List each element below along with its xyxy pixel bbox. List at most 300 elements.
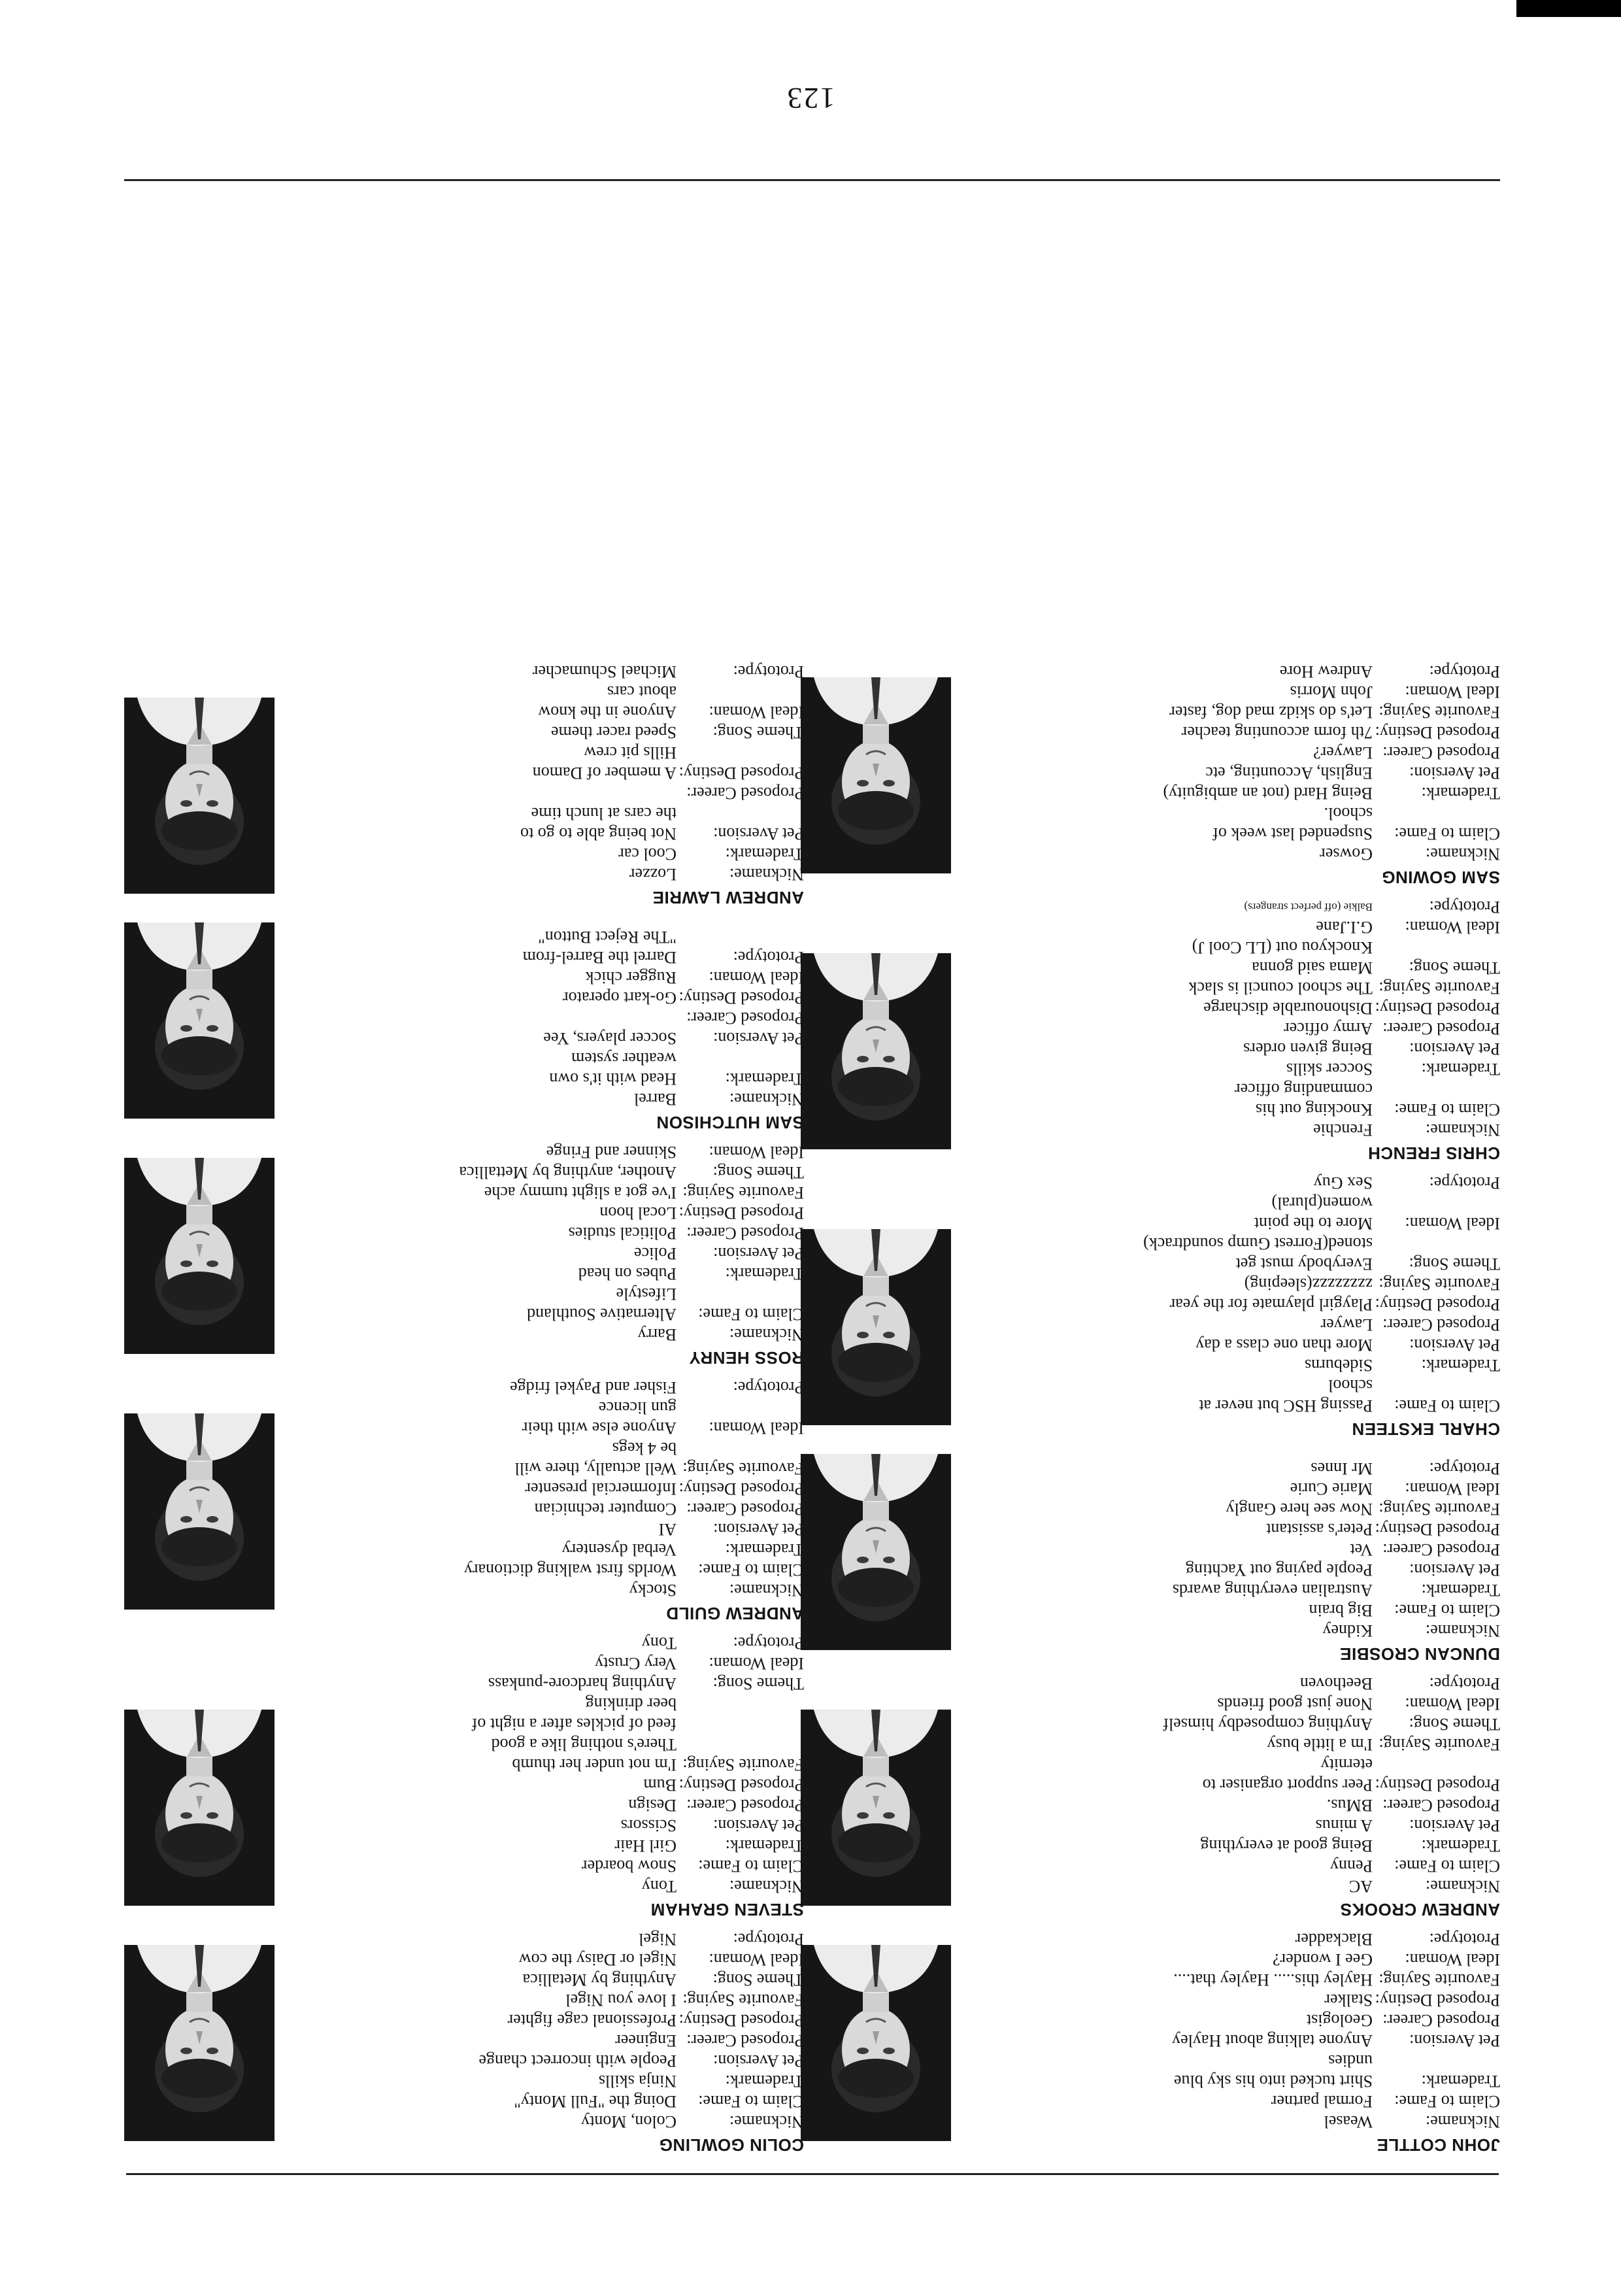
field-label: Favourite Saying: (682, 1755, 804, 1774)
field-row (310, 1243, 804, 1264)
field-row (987, 783, 1500, 803)
field-value: None just good friends (1217, 1695, 1373, 1714)
field-label: Trademark: (725, 1264, 804, 1283)
field-label (1373, 1079, 1500, 1100)
student-fields (987, 662, 1500, 864)
field-label: Nickname: (729, 865, 804, 884)
field-row (987, 1775, 1500, 1795)
student-photo (124, 1413, 275, 1610)
field-value: Being good at everything (1200, 1836, 1373, 1855)
field-row (987, 1580, 1500, 1600)
field-label (1373, 1376, 1500, 1396)
field-value: Hayley this..... Hayley that.... (1173, 1970, 1373, 1989)
student-entry (801, 662, 1500, 888)
student-name: STEVEN GRAHAM (650, 1900, 804, 1919)
field-row (310, 2031, 804, 2051)
field-row (987, 1335, 1500, 1355)
field-value: Marie Curie (1290, 1479, 1373, 1498)
field-label: Proposed Destiny: (1375, 723, 1500, 742)
field-value: Sex Guy (1313, 1173, 1373, 1192)
field-value: Local hoon (599, 1204, 677, 1223)
field-row (987, 2091, 1500, 2112)
field-row (987, 722, 1500, 743)
field-row (310, 2112, 804, 2132)
field-label: Nickname: (1425, 1621, 1500, 1640)
field-label: Proposed Career: (1382, 1315, 1500, 1334)
field-value: Soccer players, Yee (543, 1029, 677, 1048)
field-label (677, 682, 804, 702)
field-label: Proposed Career: (1382, 1019, 1500, 1038)
student-photo (801, 1454, 951, 1650)
field-row (310, 947, 804, 968)
field-label: Ideal Woman: (709, 968, 804, 987)
field-value: Anyone talking about Hayley (1172, 2031, 1373, 2050)
field-value: stoned(Forrest Gump soundtrack) (1143, 1234, 1373, 1253)
field-row (987, 1674, 1500, 1694)
field-value: Lozzer (629, 865, 677, 884)
field-value: Police (634, 1244, 677, 1263)
field-row (987, 1355, 1500, 1376)
field-value: Verbal dysentery (561, 1540, 677, 1559)
field-value: Scissors (620, 1816, 677, 1835)
field-value: commanding officer (1234, 1080, 1373, 1099)
field-value: Knocking out his (1255, 1100, 1373, 1119)
field-label: Proposed Destiny: (678, 764, 804, 783)
field-label: Claim to Fame: (698, 1857, 804, 1876)
field-value: Army officer (1284, 1019, 1373, 1038)
field-value: Girl Hair (614, 1836, 677, 1855)
field-value: More to the point (1254, 1214, 1373, 1233)
field-row (310, 1856, 804, 1876)
field-label: Trademark: (1421, 1356, 1500, 1375)
field-row (310, 1755, 804, 1775)
field-value: Soccer skills (1286, 1060, 1373, 1079)
field-label: Proposed Destiny: (678, 988, 804, 1007)
field-value: Not being able to go to (520, 824, 677, 843)
field-value (310, 783, 677, 803)
field-value: Stocky (629, 1581, 677, 1600)
student-photo (124, 1710, 275, 1906)
field-row (987, 1274, 1500, 1294)
field-value: I love you Nigel (565, 1991, 677, 2010)
field-row (310, 1694, 804, 1714)
field-value: Being given orders (1243, 1039, 1373, 1058)
field-value: Engineer (615, 2031, 677, 2050)
field-row (310, 1069, 804, 1089)
field-label (677, 1438, 804, 1459)
field-value: People paying out Yachting (1186, 1561, 1373, 1579)
field-value: Let's do skidz mad dog, faster (1169, 703, 1373, 722)
field-label: Ideal Woman: (1405, 1695, 1500, 1714)
field-label (1373, 1193, 1500, 1213)
field-value: There's nothing like a good (491, 1735, 677, 1754)
field-label: Theme Song: (1409, 1255, 1500, 1274)
student-name: CHRIS FRENCH (1367, 1143, 1500, 1163)
field-row (310, 1950, 804, 1970)
field-row (310, 1377, 804, 1398)
field-label: Theme Song: (712, 1970, 804, 1989)
student-fields (987, 1173, 1500, 1416)
field-value: eternity (1320, 1755, 1373, 1774)
student-name: ANDREW LAWRIE (652, 888, 804, 907)
field-value: feed of pickles after a night of (471, 1715, 677, 1734)
field-label: Theme Song: (712, 723, 804, 742)
field-label: Proposed Career: (686, 2031, 804, 2050)
field-row (310, 722, 804, 743)
field-label: Proposed Destiny: (678, 1776, 804, 1795)
field-label: Proposed Destiny: (678, 1479, 804, 1498)
field-row (987, 1560, 1500, 1580)
field-label: Trademark: (725, 1070, 804, 1089)
student-entry (801, 1929, 1500, 2155)
field-row (987, 824, 1500, 844)
student-photo (801, 1229, 951, 1425)
field-value: Mama said gonna (1252, 958, 1373, 977)
field-value: Computer technician (534, 1500, 677, 1519)
field-row (987, 937, 1500, 958)
field-row (310, 988, 804, 1008)
field-label (677, 927, 804, 947)
field-label: Theme Song: (712, 1163, 804, 1182)
field-row (310, 2010, 804, 2031)
field-value: I'm a little busy (1267, 1735, 1373, 1754)
student-entry (124, 1633, 804, 1920)
field-value: Barrel (634, 1090, 677, 1109)
field-label: Claim to Fame: (1394, 1601, 1500, 1620)
field-value: the cars at lunch time (531, 804, 677, 823)
field-value: Cool car (618, 845, 677, 864)
field-row (310, 1459, 804, 1479)
field-label: Favourite Saying: (1379, 703, 1500, 722)
field-label: Ideal Woman: (709, 1654, 804, 1673)
field-row (310, 1089, 804, 1109)
field-row (987, 917, 1500, 937)
field-row (987, 1540, 1500, 1560)
scan-corner-mark (1516, 0, 1621, 17)
field-label: Claim to Fame: (1394, 1857, 1500, 1876)
student-photo (124, 922, 275, 1119)
field-value: Ninja skills (598, 2072, 677, 2091)
field-value: Michael Schumacher (532, 662, 677, 681)
field-label: Proposed Career: (686, 1500, 804, 1519)
field-label: Nickname: (729, 1581, 804, 1600)
student-name: SAM GOWING (1381, 868, 1500, 887)
field-value: Barry (637, 1325, 677, 1344)
student-fields (310, 927, 804, 1109)
field-row (987, 1519, 1500, 1540)
field-label: Proposed Career: (686, 784, 804, 803)
left-column (801, 652, 1500, 2155)
field-row (310, 1499, 804, 1519)
field-label: Theme Song: (1409, 958, 1500, 977)
field-row (310, 864, 804, 885)
field-label: Trademark: (1421, 1581, 1500, 1600)
field-value: John Morris (1290, 683, 1373, 701)
field-row (310, 682, 804, 702)
field-row (987, 1396, 1500, 1416)
field-label: Proposed Destiny: (1375, 1295, 1500, 1314)
field-row (310, 1674, 804, 1694)
field-row (987, 1059, 1500, 1079)
field-value: Kidney (1322, 1621, 1373, 1640)
field-value: Mr Innes (1311, 1459, 1373, 1478)
field-row (987, 1694, 1500, 1714)
field-row (310, 1714, 804, 1734)
field-row (987, 1376, 1500, 1396)
student-entry (124, 662, 804, 908)
bottom-rule (124, 179, 1500, 181)
field-value: weather system (571, 1049, 677, 1068)
field-label (677, 743, 804, 763)
field-row (310, 1008, 804, 1028)
field-row (310, 1734, 804, 1755)
student-fields (310, 1377, 804, 1600)
field-row (310, 2091, 804, 2112)
field-row (310, 1580, 804, 1600)
field-value: AI (658, 1520, 677, 1539)
field-row (987, 1079, 1500, 1100)
field-label: Prototype: (1429, 1459, 1500, 1478)
field-value: gun licence (598, 1398, 677, 1417)
student-entry (124, 1929, 804, 2155)
field-label: Prototype: (733, 662, 804, 681)
field-value: Worlds first walking dictionary (463, 1561, 677, 1579)
field-row (310, 1162, 804, 1183)
field-row (310, 1479, 804, 1499)
field-value: Passing HSC but never at (1199, 1396, 1373, 1415)
field-value: Big brain (1309, 1601, 1373, 1620)
field-value: Vet (1350, 1540, 1373, 1559)
field-value: women(plural) (1271, 1194, 1373, 1213)
field-row (310, 1438, 804, 1459)
field-value: Speed racer theme (550, 723, 677, 742)
field-label: Ideal Woman: (709, 703, 804, 722)
field-label: Pet Aversion: (1409, 764, 1500, 783)
field-label: Claim to Fame: (1394, 824, 1500, 843)
field-row (310, 1183, 804, 1203)
field-row (987, 1795, 1500, 1815)
field-row (987, 2010, 1500, 2031)
field-label (677, 1734, 804, 1755)
field-row (310, 824, 804, 844)
field-value: Australian everything awards (1172, 1581, 1373, 1600)
field-value: about cars (607, 683, 677, 701)
field-label: Pet Aversion: (713, 824, 804, 843)
field-value: Lawyer? (1313, 743, 1373, 762)
field-value: Go-kart operator (563, 988, 677, 1007)
field-value: Lawyer (1320, 1315, 1373, 1334)
field-label: Trademark: (725, 2072, 804, 2091)
field-value: Head with it's own (549, 1070, 677, 1089)
field-row (987, 1876, 1500, 1897)
student-fields (310, 662, 804, 885)
field-row (987, 1970, 1500, 1990)
student-name: JOHN COTTLE (1377, 2135, 1500, 2155)
field-label: Proposed Career: (1382, 1796, 1500, 1815)
field-row (987, 1254, 1500, 1274)
field-row (310, 1304, 804, 1325)
field-row (310, 1418, 804, 1438)
field-row (987, 958, 1500, 978)
field-label: Ideal Woman: (709, 1950, 804, 1969)
student-fields (987, 1929, 1500, 2132)
field-row (310, 1028, 804, 1049)
field-label: Prototype: (1429, 898, 1500, 917)
field-row (310, 1284, 804, 1304)
field-value: Lifestyle (616, 1285, 677, 1304)
field-value: Informercial presenter (525, 1479, 677, 1498)
field-label: Favourite Saying: (682, 1991, 804, 2010)
field-label (1373, 1234, 1500, 1254)
field-row (987, 2031, 1500, 2051)
field-value: Gee I wonder? (1272, 1950, 1373, 1969)
student-name: SAM HUTCHISON (656, 1113, 804, 1132)
field-row (310, 1540, 804, 1560)
field-value: Peer support organiser to (1202, 1776, 1373, 1795)
student-entry (801, 1173, 1500, 1440)
field-value: Doing the "Full Monty" (514, 2092, 677, 2111)
field-label: Pet Aversion: (1409, 1561, 1500, 1579)
field-label: Ideal Woman: (709, 1419, 804, 1438)
field-value: Blackadder (1295, 1930, 1373, 1949)
field-row (987, 662, 1500, 682)
student-photo (124, 1158, 275, 1354)
field-row (310, 763, 804, 783)
field-row (310, 1775, 804, 1795)
field-value: I've got a slight tummy ache (484, 1183, 677, 1202)
field-label: Claim to Fame: (1394, 2092, 1500, 2111)
field-value: Geologist (1306, 2011, 1373, 2030)
field-row (310, 1203, 804, 1223)
field-label: Ideal Woman: (709, 1143, 804, 1162)
field-value: Tony (641, 1877, 677, 1896)
field-label: Ideal Woman: (1405, 1214, 1500, 1233)
field-row (310, 1633, 804, 1653)
field-label: Claim to Fame: (1394, 1396, 1500, 1415)
field-label: Trademark: (1421, 784, 1500, 803)
field-value: Well actually, there will (514, 1459, 677, 1478)
student-fields (987, 1674, 1500, 1897)
field-label: Prototype: (1429, 662, 1500, 681)
field-row (987, 1815, 1500, 1836)
field-row (310, 1325, 804, 1345)
field-row (987, 1621, 1500, 1641)
student-photo (801, 1945, 951, 2141)
field-label: Nickname: (729, 1325, 804, 1344)
field-label: Proposed Career: (686, 1009, 804, 1028)
field-row (310, 1264, 804, 1284)
field-value: The school council is slack (1188, 979, 1373, 998)
field-label: Proposed Destiny: (678, 1204, 804, 1223)
field-value: Hills pit crew (584, 743, 677, 762)
field-value: Alternative Southland (527, 1305, 677, 1324)
field-label: Claim to Fame: (698, 1305, 804, 1324)
student-entry (124, 1377, 804, 1624)
field-label: Trademark: (725, 1540, 804, 1559)
field-label: Pet Aversion: (713, 2051, 804, 2070)
field-row (310, 1560, 804, 1580)
field-value: Frenchie (1313, 1121, 1373, 1140)
field-label: Prototype: (1429, 1930, 1500, 1949)
field-row (987, 1213, 1500, 1234)
field-label: Claim to Fame: (1394, 1100, 1500, 1119)
field-value: Shirt tucked into his sky blue (1173, 2072, 1373, 2091)
field-label: Trademark: (725, 845, 804, 864)
field-label: Nickname: (729, 2112, 804, 2131)
field-label: Trademark: (725, 1836, 804, 1855)
field-row (987, 897, 1500, 917)
field-label: Proposed Destiny: (1375, 1520, 1500, 1539)
field-row (987, 1459, 1500, 1479)
field-row (987, 998, 1500, 1019)
field-label (677, 1714, 804, 1734)
field-label: Trademark: (1421, 1060, 1500, 1079)
field-label: Ideal Woman: (1405, 683, 1500, 701)
field-label (677, 803, 804, 824)
field-row (310, 1223, 804, 1243)
field-row (987, 2071, 1500, 2091)
field-value: be 4 kegs (612, 1439, 677, 1458)
field-row (310, 662, 804, 682)
student-photo (124, 698, 275, 894)
field-label: Claim to Fame: (698, 1561, 804, 1579)
field-label: Favourite Saying: (1379, 1500, 1500, 1519)
field-label: Proposed Career: (1382, 743, 1500, 762)
student-photo (801, 1710, 951, 1906)
field-value: Darrel the Barrel-from (522, 948, 677, 967)
field-row (987, 1193, 1500, 1213)
field-value: English, Accounting, etc (1205, 764, 1373, 783)
field-row (987, 1990, 1500, 2010)
field-row (987, 743, 1500, 763)
field-label: Favourite Saying: (682, 1183, 804, 1202)
student-fields (987, 1459, 1500, 1641)
field-value: Skinner and Fringe (546, 1143, 677, 1162)
field-label: Proposed Destiny: (1375, 999, 1500, 1018)
student-name: CHARL EKSTEEN (1351, 1419, 1500, 1439)
field-label: Proposed Destiny: (1375, 1776, 1500, 1795)
field-value: Weasel (1324, 2112, 1373, 2131)
field-row (310, 968, 804, 988)
right-column (124, 652, 804, 2155)
field-value: Design (628, 1796, 677, 1815)
field-row (987, 682, 1500, 702)
field-label (1373, 2051, 1500, 2071)
field-value: Another, anything by Mettallica (459, 1163, 677, 1182)
student-entry (124, 917, 804, 1133)
field-value: Colon, Monty (581, 2112, 677, 2131)
field-label: Favourite Saying: (1379, 1970, 1500, 1989)
student-entry (801, 897, 1500, 1164)
field-label: Claim to Fame: (698, 2092, 804, 2111)
field-value: Snow boarder (581, 1857, 677, 1876)
field-value: Dishonourable discharge (1203, 999, 1373, 1018)
field-value (310, 1008, 677, 1028)
field-label: Pet Aversion: (713, 1029, 804, 1048)
field-value: Knockyou out (LL Cool J) (1192, 938, 1373, 957)
field-label: Proposed Destiny: (1375, 1991, 1500, 2010)
page-number: 123 (786, 82, 835, 115)
field-value: Anything composedby himself (1163, 1715, 1373, 1734)
field-value: People with incorrect change (478, 2051, 677, 2070)
field-value: Penny (1330, 1857, 1373, 1876)
field-value: Stalker (1324, 1991, 1373, 2010)
field-value: A minus (1315, 1816, 1373, 1835)
field-value: AC (1348, 1877, 1373, 1896)
field-label: Trademark: (1421, 2072, 1500, 2091)
field-row (310, 1049, 804, 1069)
field-value: More than one class a day (1195, 1336, 1373, 1355)
